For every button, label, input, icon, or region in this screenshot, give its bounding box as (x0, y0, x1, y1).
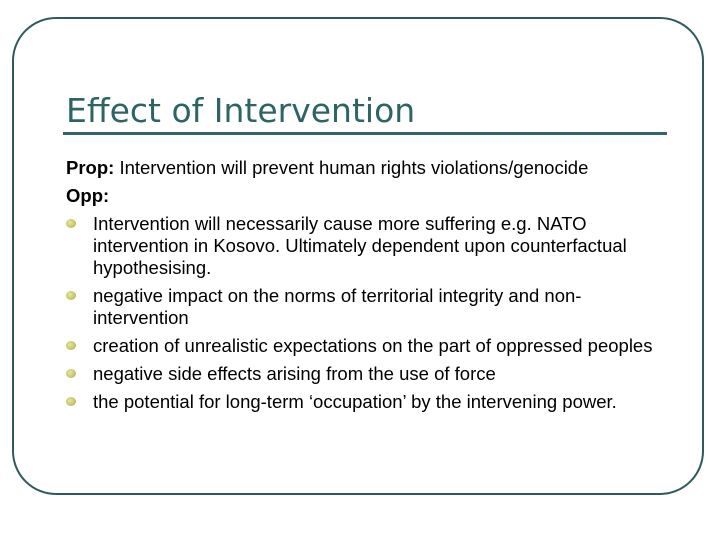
list-item (66, 285, 676, 329)
prop-label: Prop: (66, 157, 115, 178)
list-item (66, 213, 676, 279)
bullet-dot-icon (66, 397, 76, 406)
bullet-dot-icon (66, 341, 76, 350)
bullet-text: negative impact on the norms of territorial integrity and non-intervention (93, 285, 582, 328)
slide-body (66, 157, 676, 419)
opp-paragraph (66, 185, 676, 207)
bullet-text: creation of unrealistic expectations on the part of oppressed peoples (93, 335, 653, 356)
opp-label: Opp: (66, 185, 110, 206)
bullet-dot-icon (66, 291, 76, 300)
bullet-text: the potential for long-term ‘occupation’ by the intervening power. (93, 391, 617, 412)
prop-text: Intervention will prevent human rights violations/genocide (114, 157, 589, 178)
list-item (66, 363, 676, 385)
bullet-text: Intervention will necessarily cause more suffering e.g. NATO intervention in Kosovo. Ultimately dependent upon counterfactual hypothesising. (93, 213, 627, 278)
bullet-dot-icon (66, 369, 76, 378)
title-underline (63, 132, 667, 135)
bullet-text: negative side effects arising from the use of force (93, 363, 496, 384)
prop-paragraph (66, 157, 676, 179)
opp-bullet-list (66, 213, 676, 413)
bullet-dot-icon (66, 219, 76, 228)
list-item (66, 335, 676, 357)
slide-title: Effect of Intervention (66, 91, 416, 130)
list-item (66, 391, 676, 413)
